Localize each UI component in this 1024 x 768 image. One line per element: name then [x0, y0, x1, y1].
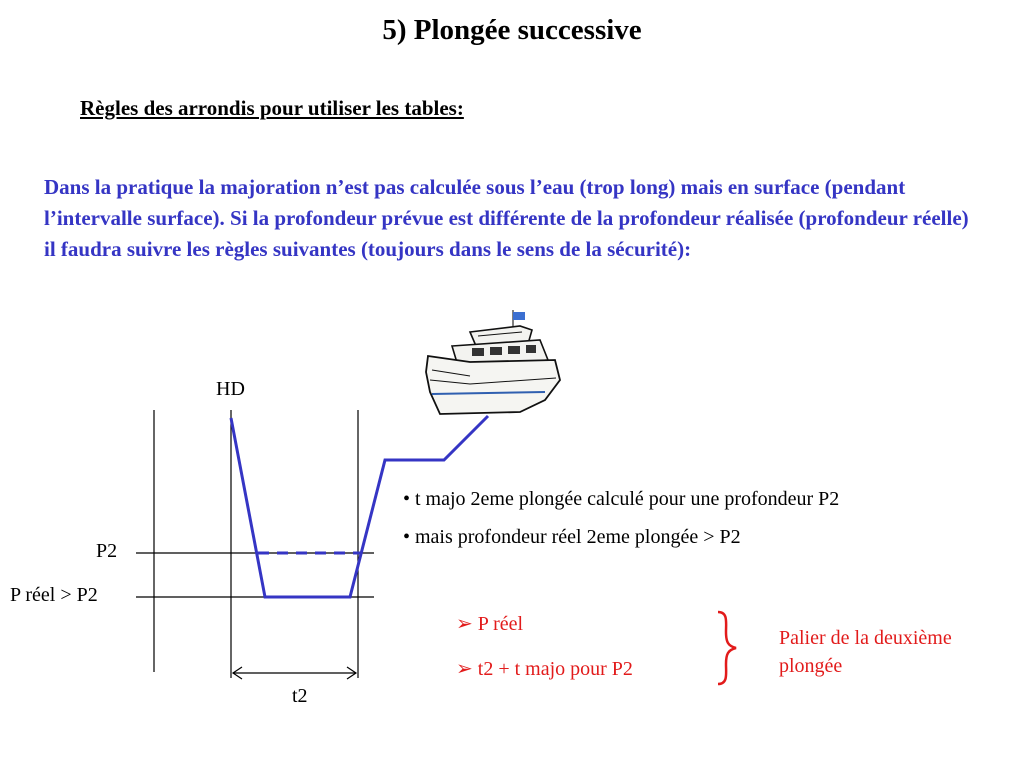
arrow-bullet-icon: ➢ [456, 658, 473, 680]
slide-title: 5) Plongée successive [382, 14, 642, 46]
boat-icon [426, 310, 560, 414]
bullet-list [403, 486, 863, 562]
sub-item-t2 [456, 656, 633, 681]
right-brace-icon [712, 610, 742, 686]
t2-label: t2 [292, 685, 308, 707]
sub-item-text: P réel [477, 613, 524, 635]
hd-label: HD [216, 378, 245, 400]
t2-duration-arrow [233, 667, 356, 679]
arrow-bullet-icon: ➢ [456, 613, 473, 635]
bullet-item: • mais profondeur réel 2eme plongée > P2 [403, 526, 741, 548]
p2-label: P2 [96, 540, 118, 562]
intro-paragraph: Dans la pratique la majoration n’est pas calculée sous l’eau (trop long) mais en surface (pendant l’intervalle surface). Si la profondeur prévue est différente de la profondeur réalisée (profondeur réelle) il faudra suivre les règles suivantes (toujours dans le sens de la sécurité): [44, 175, 969, 261]
slide-subtitle: Règles des arrondis pour utiliser les tables: [80, 96, 464, 120]
bullet-item: • t majo 2eme plongée calculé pour une profondeur P2 [403, 488, 840, 510]
sub-item-preel [456, 611, 523, 636]
sub-item-text: t2 + t majo pour P2 [477, 658, 633, 680]
brace-note: Palier de la deuxième plongée [779, 627, 952, 677]
preel-label: P réel > P2 [10, 584, 98, 606]
